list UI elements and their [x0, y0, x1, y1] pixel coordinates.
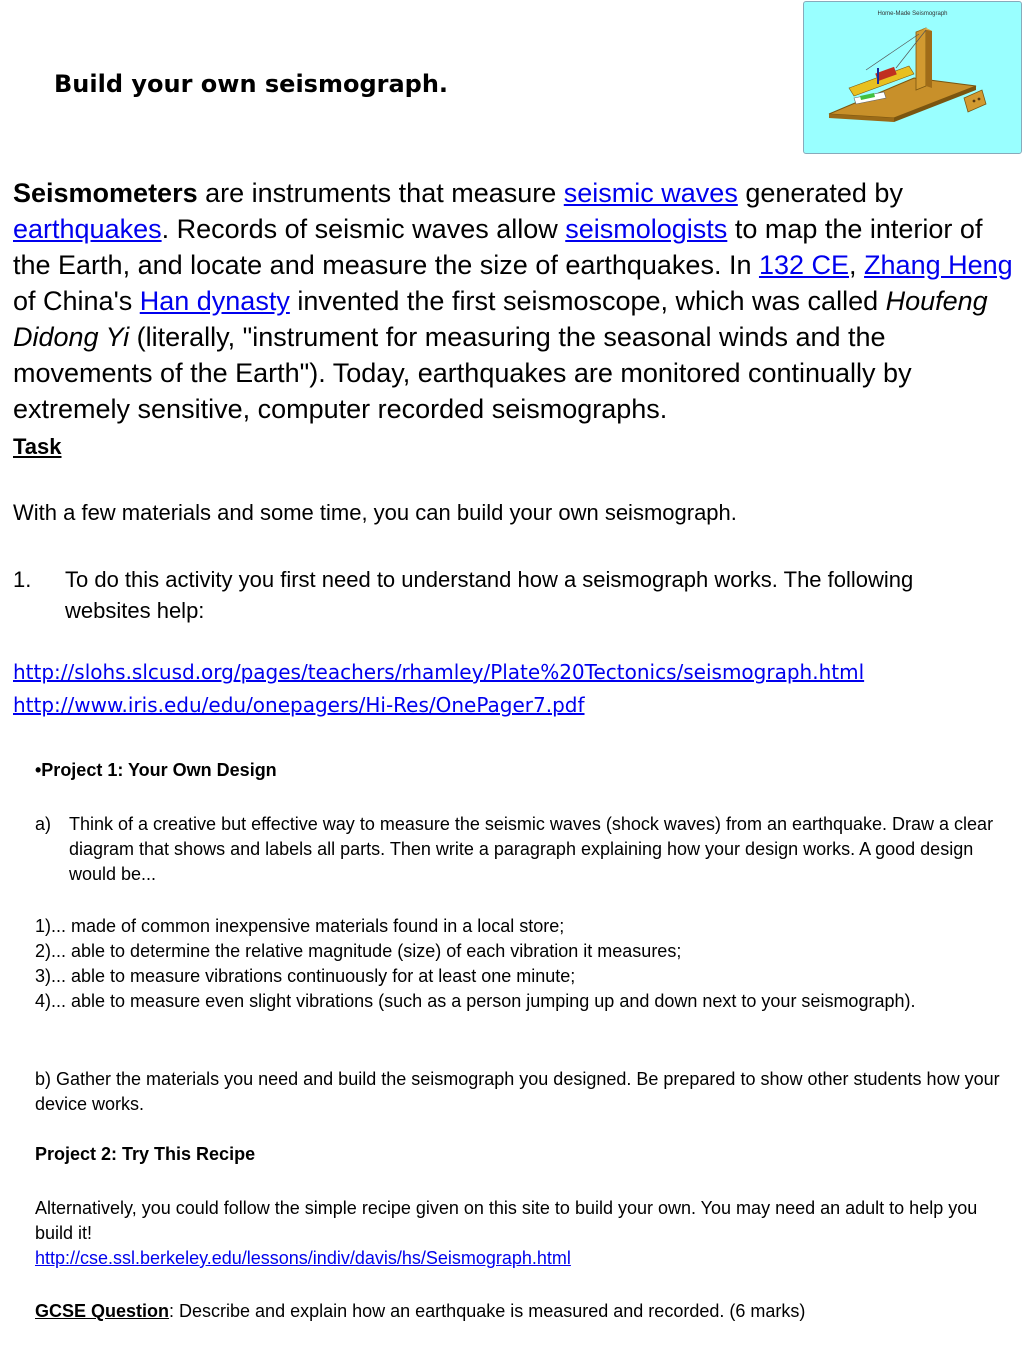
project1-part-b: b) Gather the materials you need and build the seismograph you designed. Be prepared to show other students how your device works.: [35, 1069, 1000, 1114]
criteria-item: 2)... able to determine the relative magnitude (size) of each vibration it measures;: [35, 941, 682, 961]
design-criteria: [35, 914, 1000, 1014]
link-slohs-seismograph[interactable]: http://slohs.slcusd.org/pages/teachers/rhamley/Plate%20Tectonics/seismograph.html: [13, 660, 865, 684]
intro-text: of China's: [13, 286, 140, 316]
intro-paragraph: [13, 175, 1013, 427]
lead-text: With a few materials and some time, you can build your own seismograph.: [13, 500, 737, 525]
link-zhang-heng[interactable]: Zhang Heng: [864, 250, 1013, 280]
intro-text: are instruments that measure: [197, 178, 564, 208]
criteria-item: 3)... able to measure vibrations continuously for at least one minute;: [35, 966, 576, 986]
project1-part-a: [35, 812, 1000, 887]
intro-text: generated by: [737, 178, 903, 208]
page-title: Build your own seismograph.: [54, 70, 449, 98]
link-han-dynasty[interactable]: Han dynasty: [139, 286, 290, 316]
list-text: To do this activity you first need to understand how a seismograph works. The following websites help:: [65, 567, 914, 623]
link-earthquakes[interactable]: earthquakes: [13, 214, 162, 244]
link-seismologists[interactable]: seismologists: [565, 214, 728, 244]
seismometers-term: Seismometers: [13, 178, 198, 208]
link-berkeley-seismograph[interactable]: http://cse.ssl.berkeley.edu/lessons/indiv/davis/hs/Seismograph.html: [35, 1248, 571, 1268]
list-item: [13, 564, 1003, 626]
intro-text: invented the first seismoscope, which was called: [289, 286, 886, 316]
thumbnail-caption: Home-Made Seismograph: [877, 11, 948, 17]
intro-text: (literally, "instrument for measuring the seasonal winds and the movements of the Earth"). Today, earthquakes are monitored continually by extremely sensitive, computer recorded seismographs.: [13, 322, 912, 424]
seismograph-thumbnail: [803, 1, 1022, 154]
seismograph-illustration: [804, 2, 1022, 154]
part-a-text: Think of a creative but effective way to measure the seismic waves (shock waves) from an earthquake. Draw a clear diagram that shows and labels all parts. Then write a paragraph explaining how your design works. A good design would be...: [69, 814, 994, 884]
project2-heading: Project 2: Try This Recipe: [35, 1144, 256, 1164]
link-132-ce[interactable]: 132 CE: [758, 250, 850, 280]
task-heading: Task: [13, 434, 62, 459]
intro-text: ,: [849, 250, 865, 280]
criteria-item: 4)... able to measure even slight vibrations (such as a person jumping up and down next to your seismograph).: [35, 991, 916, 1011]
intro-text: to map the interior of the Earth, and locate and measure the size of earthquakes. In: [13, 214, 983, 280]
link-seismic-waves[interactable]: seismic waves: [563, 178, 738, 208]
houfeng-didong-yi: Houfeng Didong Yi: [13, 286, 988, 352]
project2-text: Alternatively, you could follow the simple recipe given on this site to build your own. You may need an adult to help you build it!: [35, 1198, 978, 1243]
gcse-text: : Describe and explain how an earthquake is measured and recorded. (6 marks): [169, 1301, 806, 1321]
link-iris-onepager[interactable]: http://www.iris.edu/edu/onepagers/Hi-Res/OnePager7.pdf: [13, 693, 585, 717]
gcse-label: GCSE Question: [35, 1301, 170, 1321]
project2-body: [35, 1196, 1000, 1271]
gcse-question: [35, 1299, 1000, 1324]
part-a-label: a): [35, 814, 52, 834]
intro-text: . Records of seismic waves allow: [161, 214, 566, 244]
criteria-item: 1)... made of common inexpensive materials found in a local store;: [35, 916, 565, 936]
project1-heading: •Project 1: Your Own Design: [35, 760, 277, 780]
list-number: 1.: [13, 567, 32, 592]
website-links: [13, 656, 864, 722]
